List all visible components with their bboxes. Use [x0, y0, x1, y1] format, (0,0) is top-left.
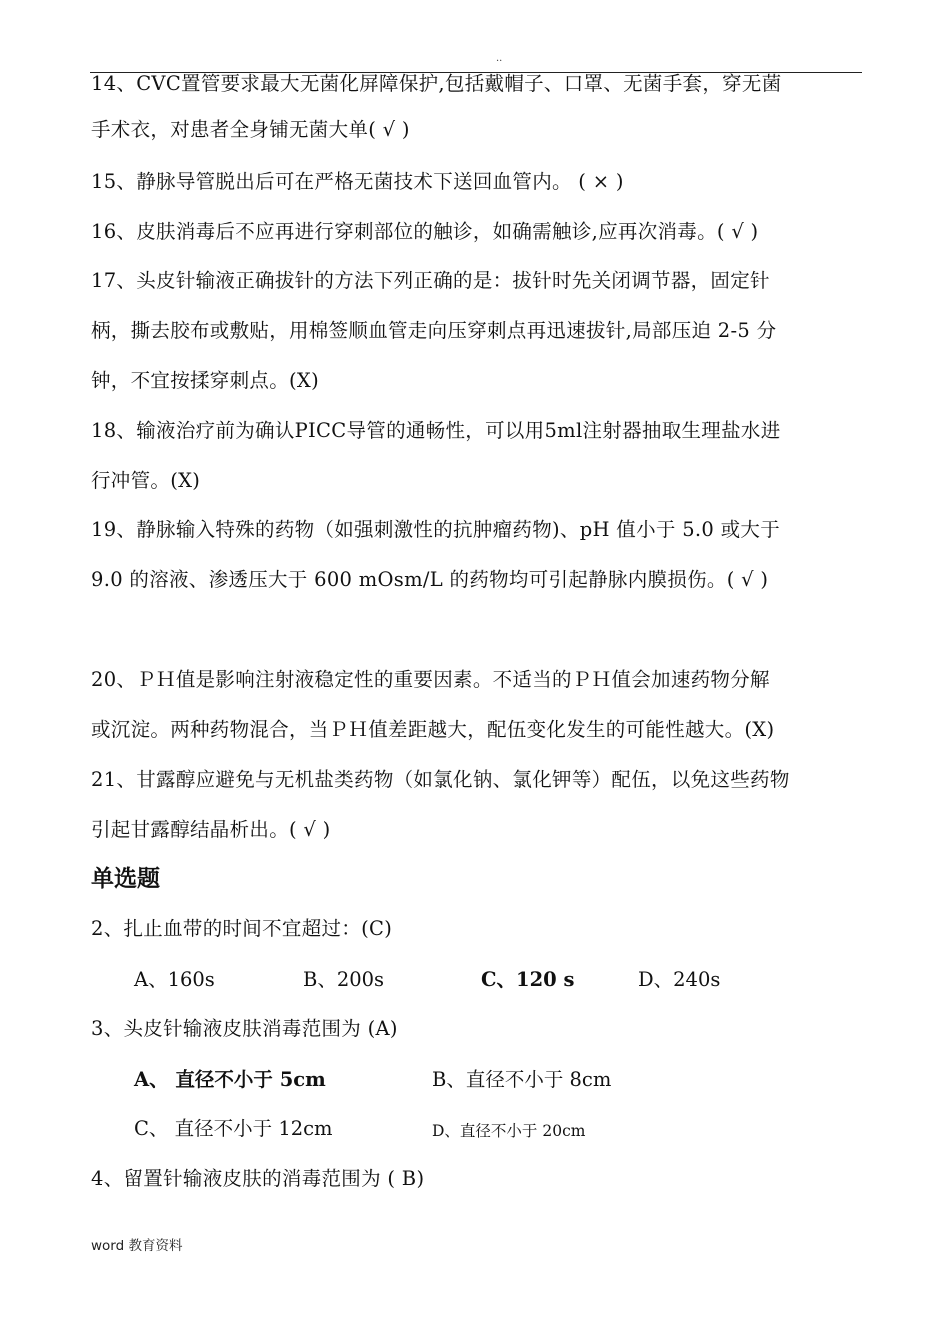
item-20-line-1: 20、ＰＨ值是影响注射液稳定性的重要因素。不适当的ＰＨ值会加速药物分解 — [91, 668, 770, 691]
question-4-stem: 4、留置针输液皮肤的消毒范围为 ( B) — [91, 1167, 425, 1190]
question-3-option-a: A、 直径不小于 5cm — [134, 1068, 326, 1091]
question-2-stem: 2、扎止血带的时间不宜超过：(C) — [91, 917, 393, 940]
header-dots: ·· — [496, 56, 503, 67]
question-2-option-b: B、200s — [303, 968, 385, 991]
item-21-line-2: 引起甘露醇结晶析出。( √ ) — [91, 818, 331, 841]
question-3-option-d: D、直径不小于 20cm — [432, 1122, 586, 1140]
question-3-stem: 3、头皮针输液皮肤消毒范围为 (A) — [91, 1017, 398, 1040]
item-14-line-1: 14、CVC置管要求最大无菌化屏障保护,包括戴帽子、口罩、无菌手套，穿无菌 — [91, 72, 782, 95]
footer-text: word 教育资料 — [91, 1238, 183, 1254]
item-14-line-2: 手术衣，对患者全身铺无菌大单( √ ) — [91, 118, 410, 141]
item-17-line-1: 17、头皮针输液正确拔针的方法下列正确的是：拔针时先关闭调节器，固定针 — [91, 269, 770, 292]
item-15-line-1: 15、静脉导管脱出后可在严格无菌技术下送回血管内。 ( × ) — [91, 170, 624, 193]
question-3-option-c: C、 直径不小于 12cm — [134, 1117, 333, 1140]
question-2-option-c: C、120 s — [481, 968, 575, 991]
item-17-line-3: 钟，不宜按揉穿刺点。(X) — [91, 369, 319, 392]
question-3-option-b: B、直径不小于 8cm — [432, 1068, 612, 1091]
item-19-line-1: 19、静脉输入特殊的药物（如强刺激性的抗肿瘤药物)、pH 值小于 5.0 或大于 — [91, 518, 781, 541]
item-17-line-2: 柄，撕去胶布或敷贴，用棉签顺血管走向压穿刺点再迅速拔针,局部压迫 2-5 分 — [91, 319, 777, 342]
item-21-line-1: 21、甘露醇应避免与无机盐类药物（如氯化钠、氯化钾等）配伍，以免这些药物 — [91, 768, 790, 791]
item-16-line-1: 16、皮肤消毒后不应再进行穿刺部位的触诊，如确需触诊,应再次消毒。( √ ) — [91, 220, 759, 243]
item-19-line-2: 9.0 的溶液、渗透压大于 600 mOsm/L 的药物均可引起静脉内膜损伤。( √ ) — [91, 568, 769, 591]
section-title: 单选题 — [91, 866, 160, 892]
item-20-line-2: 或沉淀。两种药物混合，当ＰＨ值差距越大，配伍变化发生的可能性越大。(X) — [91, 718, 775, 741]
item-18-line-2: 行冲管。(X) — [91, 469, 201, 492]
question-2-option-d: D、240s — [638, 968, 721, 991]
question-2-option-a: A、160s — [134, 968, 215, 991]
item-18-line-1: 18、输液治疗前为确认PICC导管的通畅性，可以用5ml注射器抽取生理盐水进 — [91, 419, 781, 442]
